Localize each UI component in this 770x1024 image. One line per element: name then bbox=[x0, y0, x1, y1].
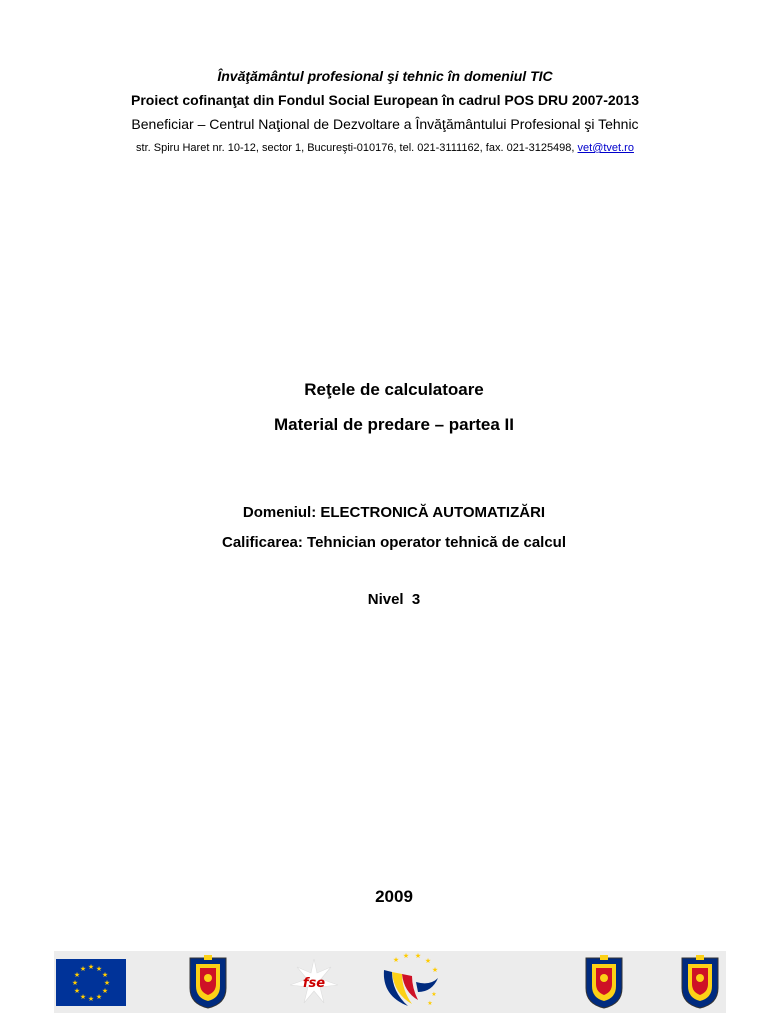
svg-text:★: ★ bbox=[79, 993, 87, 1001]
svg-text:★: ★ bbox=[95, 965, 103, 973]
svg-text:★: ★ bbox=[87, 995, 95, 1003]
svg-text:fse: fse bbox=[302, 976, 326, 991]
posdru-logo-icon bbox=[378, 952, 444, 1012]
svg-text:★: ★ bbox=[431, 991, 437, 998]
header-beneficiary-line: Beneficiar – Centrul Naţional de Dezvoltare a Învăţământului Profesional şi Tehnic bbox=[131, 116, 639, 132]
qualification-block bbox=[0, 498, 770, 558]
document-title-block bbox=[0, 372, 770, 442]
document-header bbox=[0, 64, 770, 160]
header-address-line bbox=[0, 136, 770, 160]
address-text: str. Spiru Haret nr. 10-12, sector 1, Bucureşti-010176, tel. 021-3111162, fax. 021-3125498, bbox=[136, 142, 575, 154]
svg-text:★: ★ bbox=[101, 971, 109, 979]
svg-text:★: ★ bbox=[414, 952, 422, 960]
svg-text:★: ★ bbox=[101, 987, 109, 995]
romania-coat-of-arms-icon bbox=[678, 954, 722, 1010]
svg-text:★: ★ bbox=[87, 963, 95, 971]
svg-text:★: ★ bbox=[73, 987, 81, 995]
svg-text:★: ★ bbox=[71, 979, 79, 987]
svg-text:★: ★ bbox=[392, 956, 400, 964]
svg-text:★: ★ bbox=[427, 1000, 433, 1007]
document-title: Reţele de calculatoare bbox=[304, 380, 484, 399]
header-project-line: Proiect cofinanţat din Fondul Social European în cadrul POS DRU 2007-2013 bbox=[131, 92, 639, 108]
document-subtitle: Material de predare – partea II bbox=[274, 415, 514, 434]
logo-strip bbox=[54, 951, 726, 1013]
qualification-line: Calificarea: Tehnician operator tehnică de calcul bbox=[222, 534, 566, 551]
fse-logo-icon bbox=[286, 957, 342, 1005]
eu-flag-icon bbox=[56, 959, 126, 1006]
domain-line: Domeniul: ELECTRONICĂ AUTOMATIZĂRI bbox=[242, 504, 546, 521]
year-line: 2009 bbox=[375, 887, 413, 906]
svg-text:★: ★ bbox=[73, 971, 81, 979]
svg-text:★: ★ bbox=[103, 979, 111, 987]
romania-coat-of-arms-icon bbox=[186, 954, 230, 1010]
romania-coat-of-arms-icon bbox=[582, 954, 626, 1010]
svg-text:★: ★ bbox=[402, 952, 410, 960]
svg-text:★: ★ bbox=[95, 993, 103, 1001]
header-program-line: Învăţământul profesional şi tehnic în domeniul TIC bbox=[217, 68, 553, 84]
email-link[interactable]: vet@tvet.ro bbox=[577, 142, 634, 154]
svg-text:★: ★ bbox=[79, 965, 87, 973]
svg-text:★: ★ bbox=[424, 957, 432, 965]
svg-text:★: ★ bbox=[431, 966, 439, 974]
level-line: Nivel 3 bbox=[367, 591, 421, 608]
